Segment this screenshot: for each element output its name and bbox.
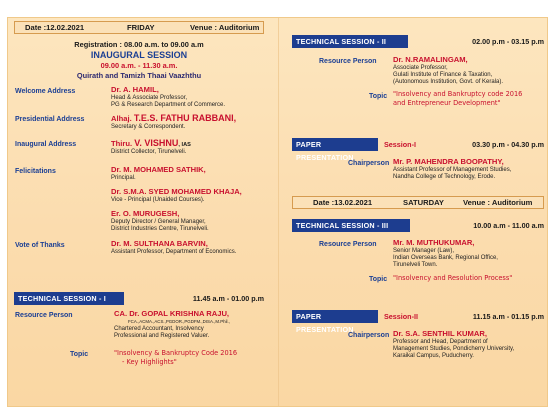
- technical-session-3-time: 10.00 a.m - 11.00 a.m: [473, 221, 544, 230]
- center-fold: [278, 18, 279, 406]
- ts1-resource-person-qualifications: FCA.,ACMA.,ACS.,PGDOR.,PGDFM.,DISA.,M.Phil.,: [128, 319, 230, 324]
- ts3-topic-line-1: "Insolvency and Resolution Process": [393, 274, 513, 282]
- presidential-speaker-designation: Secretary & Correspondent.: [111, 124, 186, 130]
- ts2-topic-label: Topic: [369, 93, 388, 100]
- ts2-resource-person-name: Dr. N.RAMALINGAM,: [393, 55, 468, 64]
- day1-day: FRIDAY: [127, 23, 155, 32]
- ts1-topic-label: Topic: [70, 351, 89, 358]
- inaugural-speaker-prefix: Thiru.: [111, 139, 133, 148]
- ts1-topic-line-1: "Insolvency & Bankruptcy Code 2016: [114, 349, 238, 357]
- day2-venue: Venue : Auditorium: [463, 198, 533, 207]
- felicitation-speaker-1-designation: Principal.: [111, 175, 136, 181]
- vote-of-thanks-label: Vote of Thanks: [15, 242, 65, 249]
- day1-venue: Venue : Auditorium: [190, 23, 260, 32]
- ts2-topic-line-1: "Insolvency and Bankruptcy code 2016: [393, 90, 523, 98]
- welcome-speaker-designation-1: Head & Associate Professor,: [111, 95, 188, 101]
- registration-time: Registration : 08.00 a.m. to 09.00 a.m: [74, 40, 204, 49]
- technical-session-2-time: 02.00 p.m - 03.15 p.m: [472, 37, 544, 46]
- vote-of-thanks-speaker-name: Dr. M. SULTHANA BARVIN,: [111, 239, 208, 248]
- ts1-resource-person-designation-2: Professional and Registered Valuer.: [114, 333, 210, 339]
- ts3-resource-person-label: Resource Person: [319, 241, 377, 248]
- technical-session-2-bar: [292, 35, 544, 48]
- pp1-chairperson-name: Mr. P. MAHENDRA BOOPATHY,: [393, 157, 504, 166]
- paper-presentation-1-time: 03.30 p.m - 04.30 p.m: [472, 140, 544, 149]
- ts3-topic-label: Topic: [369, 276, 388, 283]
- ts3-resource-person-name: Mr. M. MUTHUKUMAR,: [393, 238, 475, 247]
- welcome-speaker-designation-2: PG & Research Department of Commerce.: [111, 102, 226, 108]
- welcome-address-label: Welcome Address: [15, 88, 76, 95]
- inaugural-session-title: INAUGURAL SESSION: [90, 50, 188, 60]
- pp2-chairperson-label: Chairperson: [348, 332, 390, 339]
- ts1-resource-person-label: Resource Person: [15, 312, 73, 319]
- inaugural-speaker-designation: District Collector, Tirunelveli.: [111, 149, 187, 155]
- pp2-chairperson-designation-1: Professor and Head, Department of: [393, 339, 488, 345]
- day2-date-bar: [292, 196, 544, 209]
- inaugural-speaker-name: V. VISHNU: [134, 138, 179, 148]
- vote-of-thanks-speaker-designation: Assistant Professor, Department of Economics.: [111, 249, 237, 255]
- technical-session-1-time: 11.45 a.m - 01.00 p.m: [192, 294, 264, 303]
- felicitation-speaker-3-name: Er. O. MURUGESH,: [111, 209, 180, 218]
- inaugural-speaker: [111, 138, 191, 148]
- ts2-resource-person-label: Resource Person: [319, 58, 377, 65]
- ts3-resource-person-designation-2: Indian Overseas Bank, Regional Office,: [393, 255, 498, 261]
- felicitation-speaker-3-designation-1: Deputy Director / General Manager,: [111, 219, 206, 225]
- pp1-chairperson-designation-2: Nandha College of Technology, Erode.: [393, 174, 496, 180]
- pp2-chairperson-designation-3: Karaikal Campus, Puducherry.: [393, 353, 474, 359]
- technical-session-3-bar: [292, 219, 544, 232]
- ts2-resource-person-designation-1: Associate Professor,: [393, 65, 448, 71]
- technical-session-3-title: TECHNICAL SESSION - III: [292, 219, 410, 232]
- pp1-chairperson-label: Chairperson: [348, 160, 390, 167]
- paper-presentation-2-session: Session-II: [384, 312, 418, 321]
- presidential-speaker-name: T.E.S. FATHU RABBANI,: [133, 113, 237, 123]
- inaugural-address-label: Inaugural Address: [15, 141, 77, 148]
- pp2-chairperson-name: Dr. S.A. SENTHIL KUMAR,: [393, 329, 487, 338]
- pp2-chairperson-designation-2: Management Studies, Pondicherry University,: [393, 346, 515, 352]
- ts1-topic-line-2: - Key Highlights": [122, 358, 177, 366]
- felicitation-speaker-3-designation-2: District Industries Centre, Tirunelveli.: [111, 226, 209, 232]
- ts1-resource-person-name: CA. Dr. GOPAL KRISHNA RAJU,: [114, 309, 230, 318]
- day1-date-bar: [14, 21, 264, 34]
- felicitation-speaker-1-name: Dr. M. MOHAMED SATHIK,: [111, 165, 206, 174]
- inaugural-speaker-suffix: , IAS: [178, 142, 191, 148]
- ts3-resource-person-designation-3: Tirunelveli Town.: [393, 262, 438, 268]
- felicitations-label: Felicitations: [15, 168, 56, 175]
- ts2-resource-person-designation-3: (Autonomous Institution, Govt. of Kerala).: [393, 79, 504, 85]
- paper-presentation-1-title: PAPER PRESENTATION: [292, 138, 378, 151]
- ts3-resource-person-designation-1: Senior Manager (Law),: [393, 248, 455, 254]
- inaugural-session-time: 09.00 a.m. - 11.30 a.m.: [100, 61, 178, 70]
- day1-date: Date :12.02.2021: [25, 23, 85, 32]
- presidential-address-label: Presidential Address: [15, 116, 85, 123]
- day2-date: Date :13.02.2021: [313, 198, 373, 207]
- ts1-resource-person-designation-1: Chartered Accountant, Insolvency: [114, 326, 204, 332]
- felicitation-speaker-2-designation: Vice - Principal (Unaided Courses).: [111, 197, 205, 203]
- paper-presentation-1-session: Session-I: [384, 140, 416, 149]
- technical-session-1-title: TECHNICAL SESSION - I: [14, 292, 124, 305]
- welcome-speaker-name: Dr. A. HAMIL,: [111, 85, 159, 94]
- invitation-program-sheet: [7, 17, 548, 407]
- invocation-line: Quirath and Tamizh Thaai Vaazhthu: [76, 71, 202, 80]
- presidential-speaker: [111, 113, 236, 123]
- ts2-topic-line-2: and Entrepreneur Development": [393, 99, 501, 107]
- pp1-chairperson-designation-1: Assistant Professor of Management Studies,: [393, 167, 512, 173]
- day2-day: SATURDAY: [403, 198, 444, 207]
- technical-session-1-bar: [14, 292, 264, 305]
- presidential-speaker-prefix: Alhaj.: [111, 114, 132, 123]
- technical-session-2-title: TECHNICAL SESSION - II: [292, 35, 408, 48]
- paper-presentation-2-time: 11.15 a.m - 01.15 p.m: [472, 312, 544, 321]
- paper-presentation-2-title: PAPER PRESENTATION: [292, 310, 378, 323]
- ts2-resource-person-designation-2: Gulati Institute of Finance & Taxation,: [393, 72, 493, 78]
- felicitation-speaker-2-name: Dr. S.M.A. SYED MOHAMED KHAJA,: [111, 187, 242, 196]
